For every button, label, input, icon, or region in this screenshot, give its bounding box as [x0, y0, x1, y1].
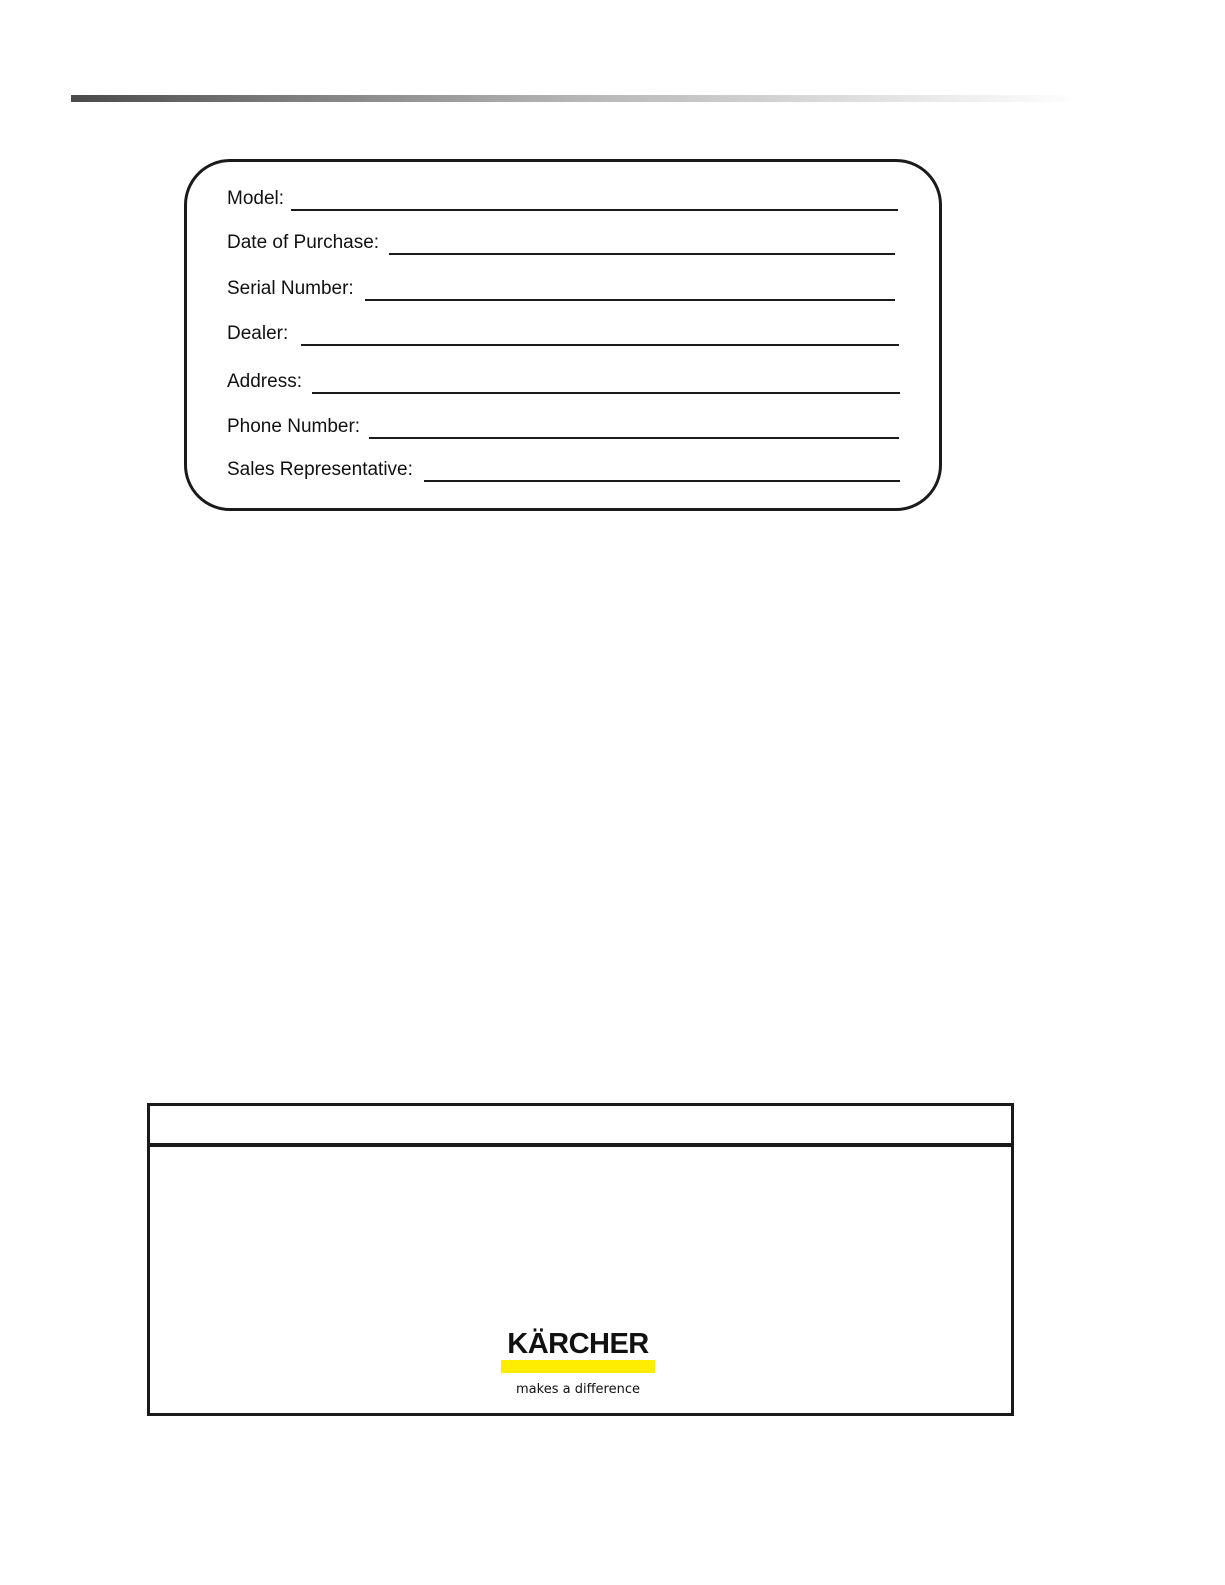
karcher-logo-yellow-bar [501, 1360, 655, 1373]
date-of-purchase-field-line[interactable] [389, 253, 895, 255]
address-label: Address: [227, 371, 302, 392]
model-label: Model: [227, 188, 285, 209]
form-row-model [227, 181, 898, 211]
serial-number-label: Serial Number: [227, 278, 354, 299]
header-gradient-rule [71, 95, 1081, 102]
form-row-dealer [227, 316, 899, 346]
date-of-purchase-label: Date of Purchase: [227, 232, 380, 253]
sales-representative-field-line[interactable] [424, 480, 900, 482]
phone-number-label: Phone Number: [227, 416, 361, 437]
form-row-date-of-purchase [227, 225, 895, 255]
karcher-tagline: makes a difference [516, 1382, 640, 1397]
dealer-label: Dealer: [227, 323, 289, 344]
sales-representative-label: Sales Representative: [227, 459, 413, 480]
dealer-field-line[interactable] [301, 344, 899, 346]
form-row-serial-number [227, 271, 895, 301]
phone-number-field-line[interactable] [369, 437, 899, 439]
model-field-line[interactable] [291, 209, 898, 211]
stamp-box-header-rule [150, 1143, 1011, 1147]
karcher-logo-wordmark: KÄRCHER [507, 1328, 649, 1360]
form-row-phone-number [227, 409, 899, 439]
serial-number-field-line[interactable] [365, 299, 895, 301]
form-row-sales-representative [227, 452, 900, 482]
address-field-line[interactable] [312, 392, 900, 394]
form-row-address [227, 364, 900, 394]
